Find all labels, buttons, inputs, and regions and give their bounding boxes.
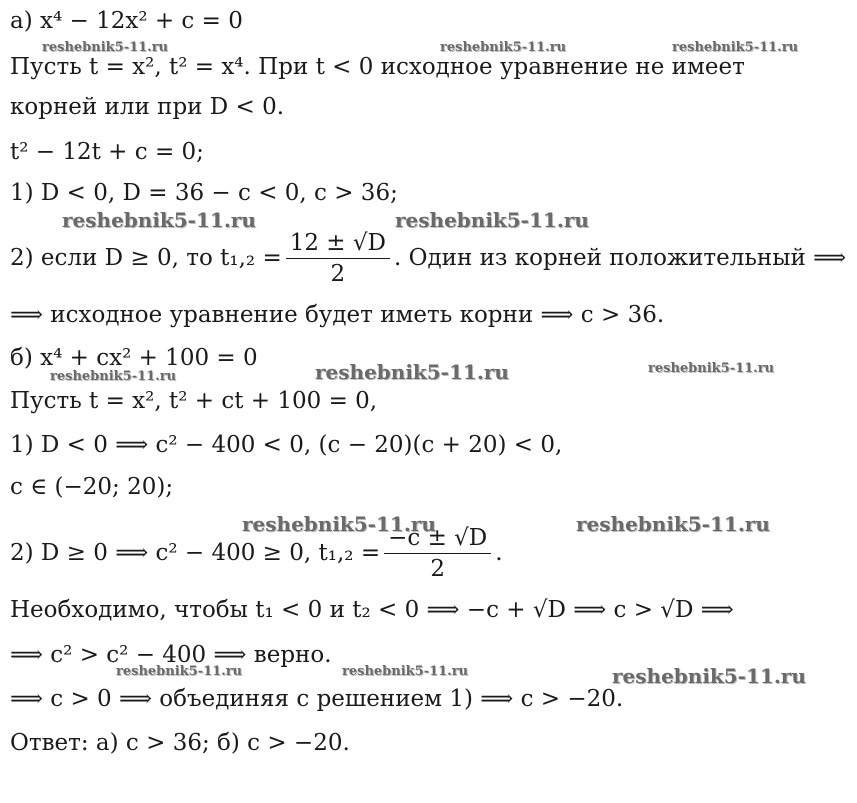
roots-fraction bbox=[286, 230, 390, 287]
case-1-line: 1) D < 0, D = 36 − c < 0, c > 36; bbox=[10, 180, 398, 206]
case-b2-line bbox=[10, 523, 503, 583]
interval-line: c ∈ (−20; 20); bbox=[10, 474, 174, 500]
fraction-denominator: 2 bbox=[330, 260, 346, 287]
substitution-b-line: Пусть t = x², t² + ct + 100 = 0, bbox=[10, 388, 378, 414]
quadratic-line: t² − 12t + c = 0; bbox=[10, 139, 204, 165]
case-2-prefix: 2) если D ≥ 0, то t₁,₂ = bbox=[10, 245, 282, 271]
roots-fraction-b bbox=[384, 525, 491, 582]
watermark: reshebnik5-11.ru bbox=[648, 361, 775, 376]
case-b2-suffix: . bbox=[495, 540, 503, 566]
watermark: reshebnik5-11.ru bbox=[42, 40, 169, 55]
equation-a: а) x⁴ − 12x² + c = 0 bbox=[10, 8, 243, 34]
watermark: reshebnik5-11.ru bbox=[440, 40, 567, 55]
condition-line: корней или при D < 0. bbox=[10, 94, 285, 120]
watermark: reshebnik5-11.ru bbox=[116, 664, 243, 679]
watermark: reshebnik5-11.ru bbox=[50, 369, 177, 384]
case-2-suffix: . Один из корней положительный ⟹ bbox=[393, 245, 847, 271]
combine-line: ⟹ c > 0 ⟹ объединяя с решением 1) ⟹ c > −20. bbox=[10, 686, 624, 712]
watermark: reshebnik5-11.ru bbox=[672, 40, 799, 55]
case-b1-line: 1) D < 0 ⟹ c² − 400 < 0, (c − 20)(c + 20) < 0, bbox=[10, 432, 563, 458]
case-2-line bbox=[10, 228, 846, 288]
true-statement-line: ⟹ c² > c² − 400 ⟹ верно. bbox=[10, 642, 332, 668]
requirement-line: Необходимо, чтобы t₁ < 0 и t₂ < 0 ⟹ −c + √D ⟹ c > √D ⟹ bbox=[10, 597, 734, 623]
watermark: reshebnik5-11.ru bbox=[242, 512, 436, 536]
answer-line: Ответ: а) c > 36; б) c > −20. bbox=[10, 730, 350, 756]
substitution-line: Пусть t = x², t² = x⁴. При t < 0 исходное уравнение не имеет bbox=[10, 54, 745, 80]
equation-b: б) x⁴ + cx² + 100 = 0 bbox=[10, 345, 258, 371]
watermark: reshebnik5-11.ru bbox=[62, 208, 256, 232]
watermark: reshebnik5-11.ru bbox=[315, 360, 509, 384]
watermark: reshebnik5-11.ru bbox=[612, 664, 806, 688]
fraction-denominator-b: 2 bbox=[430, 555, 445, 582]
watermark: reshebnik5-11.ru bbox=[342, 664, 469, 679]
conclusion-a-line: ⟹ исходное уравнение будет иметь корни ⟹ c > 36. bbox=[10, 302, 665, 328]
fraction-numerator-b: −c ± √D bbox=[384, 525, 491, 554]
watermark: reshebnik5-11.ru bbox=[395, 208, 589, 232]
fraction-numerator: 12 ± √D bbox=[286, 230, 390, 259]
case-b2-prefix: 2) D ≥ 0 ⟹ c² − 400 ≥ 0, t₁,₂ = bbox=[10, 540, 381, 566]
watermark: reshebnik5-11.ru bbox=[576, 512, 770, 536]
